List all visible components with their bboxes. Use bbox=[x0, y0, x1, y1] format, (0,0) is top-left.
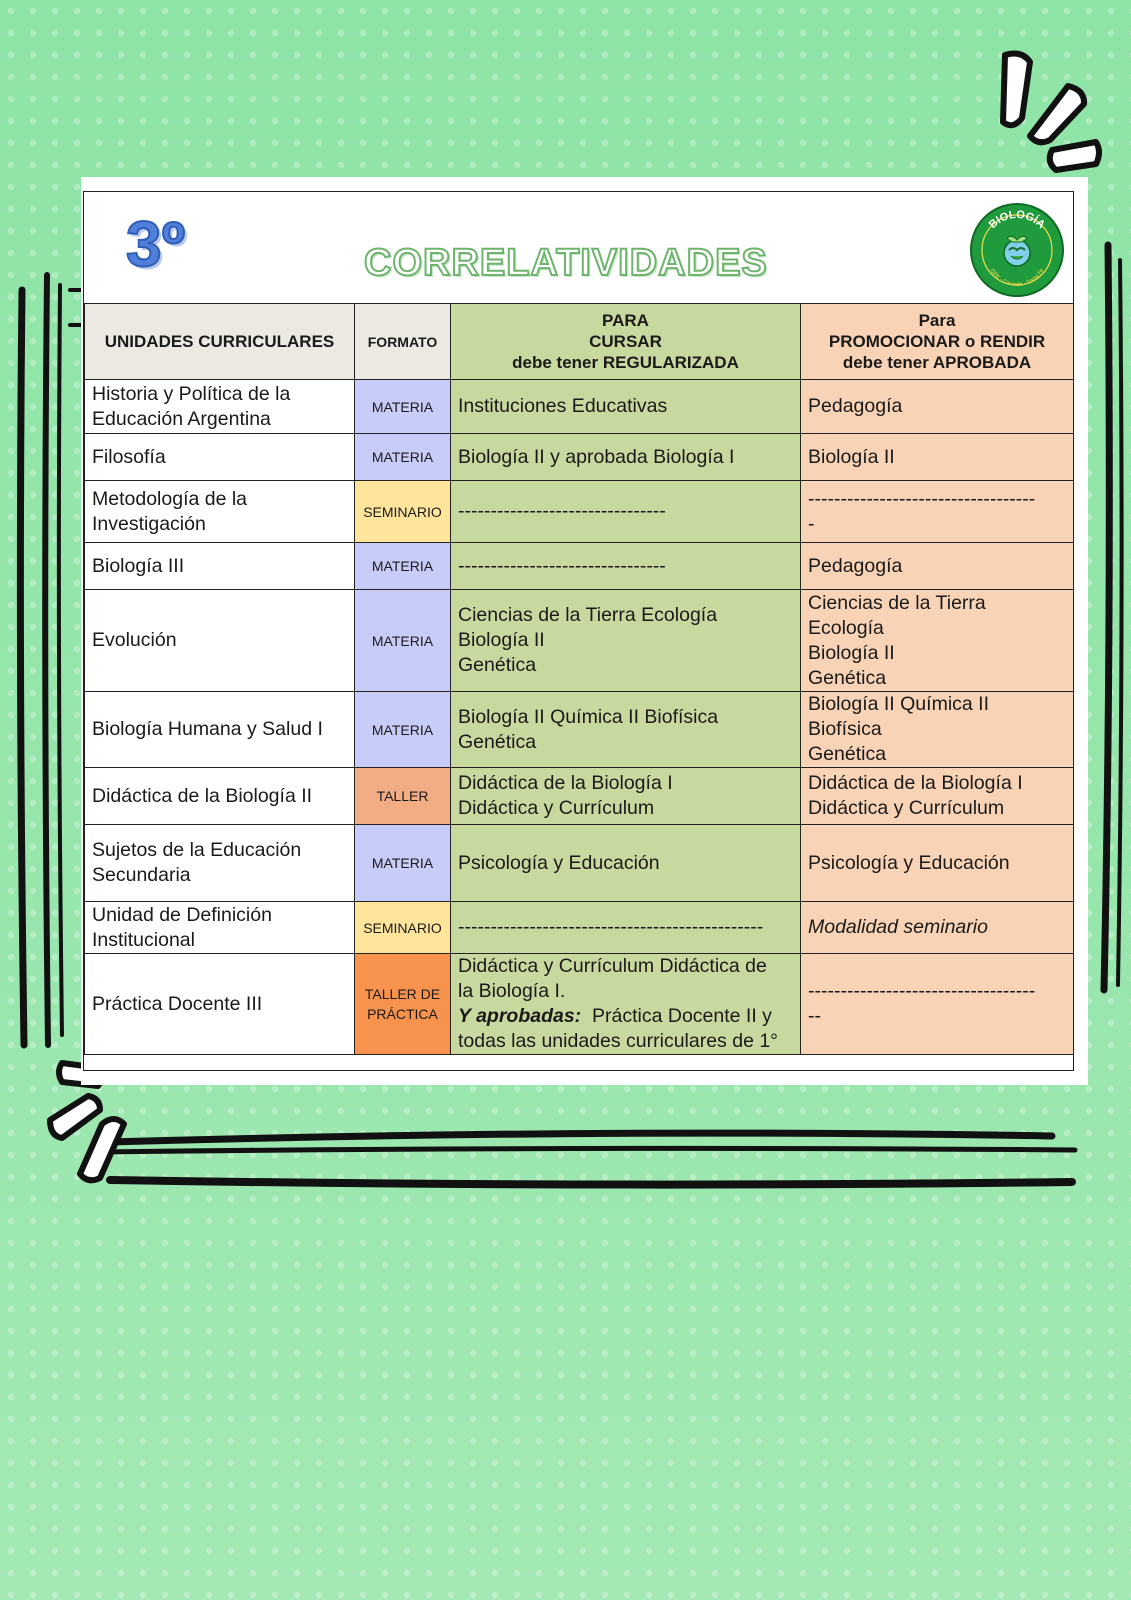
logo-subtext: ISPE - Coronda - Santa Fe bbox=[988, 267, 1046, 289]
header-formato: FORMATO bbox=[355, 304, 451, 380]
correlatividades-table bbox=[84, 303, 1074, 1055]
header-unidades: UNIDADES CURRICULARES bbox=[85, 304, 355, 380]
promo-line: Biología II bbox=[808, 445, 895, 468]
table-row bbox=[85, 902, 1074, 954]
promo-cell bbox=[801, 902, 1074, 954]
cursar-line: Didáctica y Currículum bbox=[458, 797, 655, 819]
promo-cell bbox=[801, 434, 1074, 481]
cursar-cell bbox=[451, 590, 801, 692]
promo-cell bbox=[801, 768, 1074, 825]
promo-line: Didáctica de la Biología I bbox=[808, 772, 1023, 794]
unit-line: Filosofía bbox=[92, 445, 166, 468]
table-row bbox=[85, 768, 1074, 825]
unit-cell bbox=[85, 902, 355, 954]
promo-line: Psicología y Educación bbox=[808, 851, 1010, 874]
promo-cell bbox=[801, 825, 1074, 902]
table-row bbox=[85, 954, 1074, 1055]
cursar-line: Ciencias de la Tierra Ecología bbox=[458, 604, 718, 626]
promo-line: Pedagogía bbox=[808, 554, 903, 577]
unit-line: Didáctica de la Biología II bbox=[92, 784, 313, 807]
unit-line: Investigación bbox=[92, 512, 206, 535]
table-row bbox=[85, 481, 1074, 543]
promo-line: -- bbox=[808, 1005, 821, 1027]
unit-line: Secundaria bbox=[92, 864, 191, 886]
format-cell bbox=[355, 954, 451, 1055]
promo-line: Genética bbox=[808, 743, 887, 765]
cursar-cell bbox=[451, 434, 801, 481]
promo-line: ----------------------------------- bbox=[808, 980, 1036, 1002]
unit-line: Práctica Docente III bbox=[92, 992, 263, 1015]
cursar-cell bbox=[451, 481, 801, 543]
cursar-cell bbox=[451, 692, 801, 768]
format-cell bbox=[355, 825, 451, 902]
promo-line: Genética bbox=[808, 666, 887, 689]
cursar-line: -------------------------------- bbox=[458, 500, 666, 522]
cursar-cell bbox=[451, 768, 801, 825]
format-cell bbox=[355, 481, 451, 543]
format-line: TALLER bbox=[376, 788, 429, 804]
page-title: CORRELATIVIDADES bbox=[364, 242, 768, 284]
unit-cell bbox=[85, 543, 355, 590]
unit-line: Biología III bbox=[92, 554, 185, 577]
cursar-line: Genética bbox=[458, 730, 537, 753]
cursar-line: Biología II Química II Biofísica bbox=[458, 705, 719, 728]
format-line: MATERIA bbox=[371, 449, 434, 465]
cursar-cell bbox=[451, 543, 801, 590]
grade-label: 3º bbox=[126, 208, 185, 280]
promo-line: Biología II bbox=[808, 641, 895, 664]
unit-cell bbox=[85, 481, 355, 543]
format-cell bbox=[355, 902, 451, 954]
table-row bbox=[85, 434, 1074, 481]
format-cell bbox=[355, 590, 451, 692]
header-cursar-line-2: CURSAR bbox=[589, 332, 662, 351]
format-cell bbox=[355, 434, 451, 481]
format-line: PRÁCTICA bbox=[367, 1006, 438, 1022]
unit-cell bbox=[85, 434, 355, 481]
unit-line: Institucional bbox=[92, 928, 195, 951]
header-promo-line-3: debe tener APROBADA bbox=[842, 353, 1032, 372]
format-cell bbox=[355, 692, 451, 768]
unit-line: Historia y Política de la bbox=[92, 382, 291, 405]
header-cursar bbox=[451, 304, 801, 380]
correlatividades-sheet bbox=[83, 191, 1074, 1071]
cursar-line: Instituciones Educativas bbox=[458, 395, 668, 417]
cursar-line: Genética bbox=[458, 654, 537, 676]
promo-cell bbox=[801, 590, 1074, 692]
unit-cell bbox=[85, 590, 355, 692]
logo-text: BIOLOGÍA bbox=[986, 208, 1048, 231]
unit-line: Evolución bbox=[92, 629, 177, 651]
format-line: MATERIA bbox=[371, 558, 434, 574]
format-line: MATERIA bbox=[371, 721, 434, 738]
unit-line: Educación Argentina bbox=[92, 407, 271, 430]
header-cursar-line-3: debe tener REGULARIZADA bbox=[512, 353, 739, 372]
cursar-line: ----------------------------------------------- bbox=[458, 916, 764, 938]
table-row bbox=[85, 590, 1074, 692]
promo-cell bbox=[801, 954, 1074, 1055]
cursar-cell bbox=[451, 902, 801, 954]
header-cursar-line-1: PARA bbox=[602, 311, 649, 330]
unit-line: Sujetos de la Educación bbox=[92, 839, 302, 861]
promo-line: ----------------------------------- bbox=[808, 487, 1036, 510]
unit-cell bbox=[85, 692, 355, 768]
unit-cell bbox=[85, 380, 355, 434]
format-line: MATERIA bbox=[371, 398, 434, 415]
table-header-row bbox=[85, 304, 1074, 380]
format-cell bbox=[355, 380, 451, 434]
format-cell bbox=[355, 543, 451, 590]
cursar-line: Biología II y aprobada Biología I bbox=[458, 445, 735, 468]
cursar-emphasis: Y aprobadas: bbox=[458, 1005, 582, 1027]
promo-line: Didáctica y Currículum bbox=[808, 797, 1005, 819]
promo-line: Pedagogía bbox=[808, 395, 903, 417]
correlatividades-card bbox=[81, 177, 1088, 1085]
promo-cell bbox=[801, 380, 1074, 434]
cursar-cell bbox=[451, 825, 801, 902]
biologia-logo bbox=[969, 202, 1065, 298]
promo-line: Ciencias de la Tierra bbox=[808, 591, 986, 614]
header-promocionar bbox=[801, 304, 1074, 380]
cursar-cell bbox=[451, 380, 801, 434]
promo-cell bbox=[801, 481, 1074, 543]
promo-line: Biología II Química II bbox=[808, 693, 989, 715]
unit-line: Biología Humana y Salud I bbox=[92, 718, 323, 740]
cursar-line: Biología II bbox=[458, 629, 545, 651]
format-line: MATERIA bbox=[371, 855, 434, 871]
promo-cell bbox=[801, 543, 1074, 590]
promo-line: - bbox=[808, 512, 815, 535]
unit-cell bbox=[85, 768, 355, 825]
cursar-line bbox=[458, 1004, 793, 1029]
promo-line: Ecología bbox=[808, 616, 884, 639]
cursar-line: Didáctica de la Biología I bbox=[458, 772, 673, 794]
unit-cell bbox=[85, 825, 355, 902]
header-promo-line-2: PROMOCIONAR o RENDIR bbox=[828, 332, 1046, 351]
format-line: SEMINARIO bbox=[363, 919, 442, 936]
cursar-line: todas las unidades curriculares de 1° bbox=[458, 1030, 778, 1052]
unit-cell bbox=[85, 954, 355, 1055]
table-row bbox=[85, 380, 1074, 434]
cursar-line: Didáctica y Currículum Didáctica de bbox=[458, 955, 767, 977]
promo-line: Modalidad seminario bbox=[808, 916, 988, 938]
unit-line: Metodología de la bbox=[92, 487, 248, 510]
promo-cell bbox=[801, 692, 1074, 768]
table-row bbox=[85, 543, 1074, 590]
promo-line: Biofísica bbox=[808, 718, 882, 740]
cursar-line: -------------------------------- bbox=[458, 554, 666, 577]
format-line: MATERIA bbox=[371, 632, 434, 649]
cursar-line: la Biología I. bbox=[458, 980, 566, 1002]
sheet-header bbox=[84, 192, 1073, 303]
header-promo-line-1: Para bbox=[918, 311, 956, 330]
table-row bbox=[85, 825, 1074, 902]
cursar-rest: Práctica Docente II y bbox=[581, 1005, 772, 1027]
format-line: SEMINARIO bbox=[363, 503, 442, 520]
cursar-cell bbox=[451, 954, 801, 1055]
table-row bbox=[85, 692, 1074, 768]
format-line: TALLER DE bbox=[364, 986, 441, 1002]
unit-line: Unidad de Definición bbox=[92, 903, 272, 926]
format-cell bbox=[355, 768, 451, 825]
cursar-line: Psicología y Educación bbox=[458, 851, 660, 874]
